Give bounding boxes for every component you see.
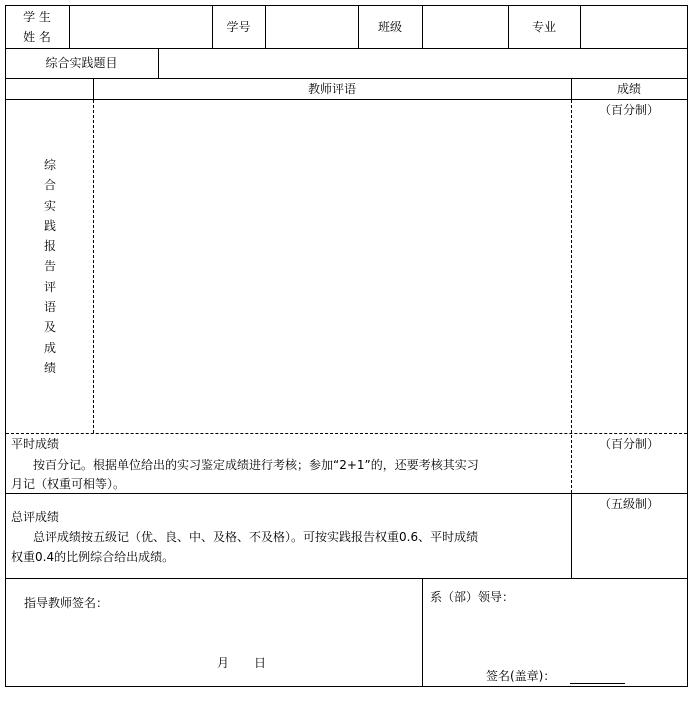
student-name-label-line2: 姓 名 (23, 30, 51, 44)
table-border-bottom (5, 686, 688, 687)
student-id-label: 学号 (226, 20, 251, 34)
seal-label: 签名(盖章)： (486, 669, 556, 683)
regular-score-title: 平时成绩 (11, 437, 60, 451)
overall-score-desc-line2: 权重0.4的比例综合给出成绩。 (11, 550, 175, 564)
table-border-right (687, 5, 688, 687)
regular-scale-note: （百分制） (598, 437, 659, 451)
class-field[interactable] (423, 6, 508, 48)
overall-scale-note: （五级制） (598, 497, 659, 511)
seal-signature-line[interactable] (570, 683, 625, 684)
score-header: 成绩 (616, 82, 641, 96)
month-label: 月 (217, 656, 230, 670)
student-id-field[interactable] (266, 6, 358, 48)
divider (5, 99, 688, 100)
dashed-divider (6, 433, 687, 434)
day-label: 日 (254, 656, 267, 670)
major-field[interactable] (581, 6, 687, 48)
overall-score-desc-line1: 总评成绩按五级记（优、良、中、及格、不及格）。可按实践报告权重0.6、平时成绩 (33, 530, 479, 544)
teacher-comment-area[interactable] (95, 101, 570, 432)
teacher-comment-header: 教师评语 (307, 82, 356, 96)
regular-score-desc-line2: 月记（权重可相等）。 (11, 477, 126, 491)
topic-field[interactable] (159, 49, 687, 78)
topic-label: 综合实践题目 (45, 56, 118, 70)
overall-score-title: 总评成绩 (11, 510, 60, 524)
regular-score-desc-line1: 按百分记。根据单位给出的实习鉴定成绩进行考核；参加“2+1”的，还要考核其实习 (33, 458, 479, 472)
major-label: 专业 (531, 20, 556, 34)
divider (5, 493, 688, 494)
report-vertical-label: 综 合 实 践 报 告 评 语 及 成 绩 (43, 158, 56, 375)
class-label: 班级 (377, 20, 402, 34)
report-scale-note: （百分制） (598, 103, 659, 117)
table-border-left (5, 5, 6, 687)
divider (422, 578, 423, 686)
divider (5, 578, 688, 579)
student-name-label-line1: 学 生 (23, 10, 51, 24)
dept-leader-label: 系（部）领导： (430, 590, 515, 604)
teacher-signature-label: 指导教师签名： (24, 596, 109, 610)
dashed-divider (93, 100, 94, 433)
student-name-field[interactable] (70, 6, 212, 48)
dashed-divider (571, 100, 572, 493)
divider (5, 78, 688, 79)
